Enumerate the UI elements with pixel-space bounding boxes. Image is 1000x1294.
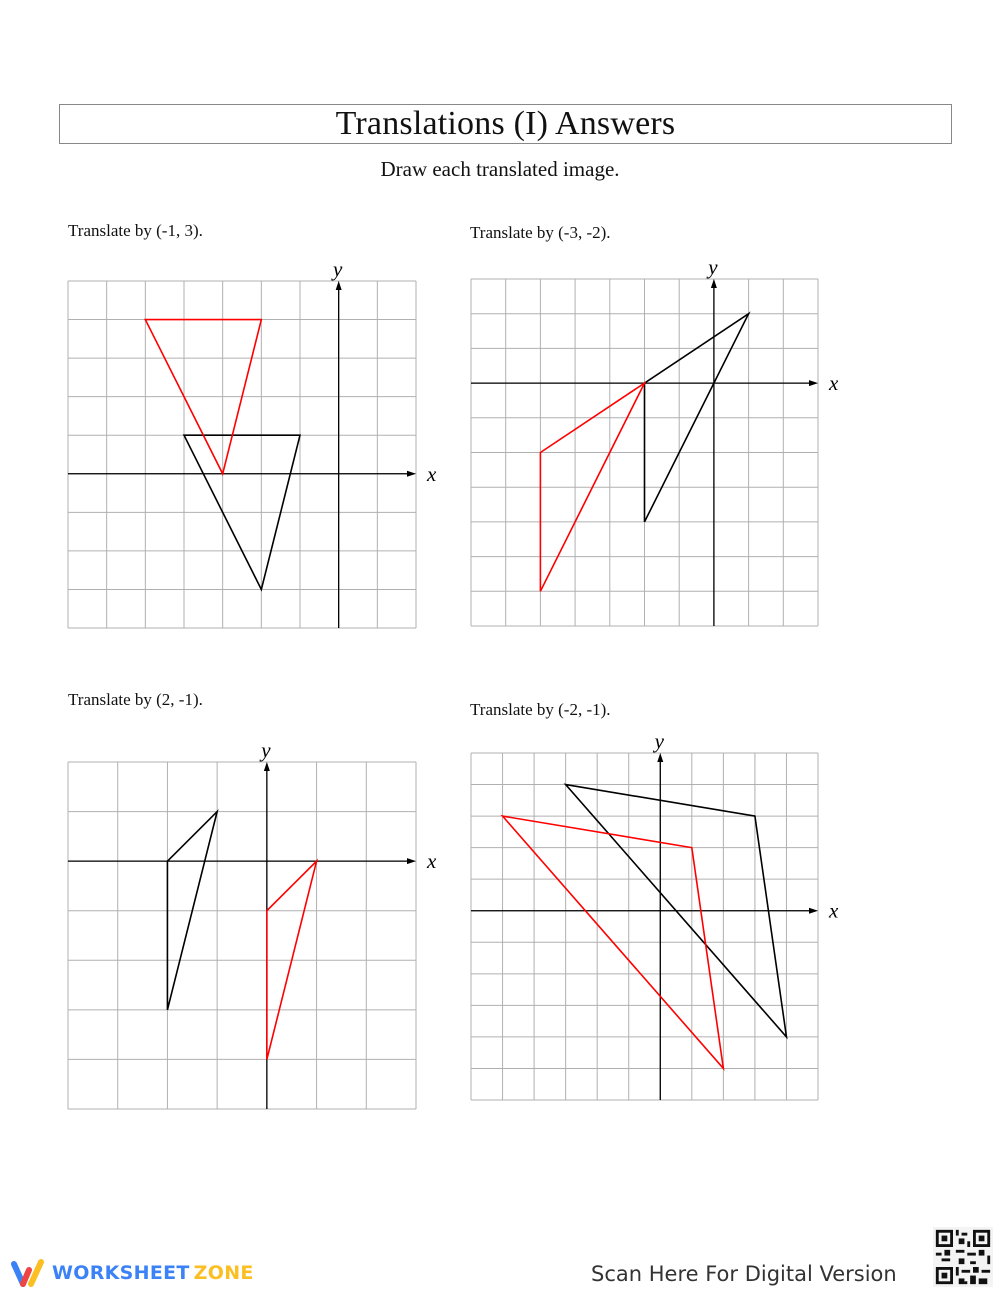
x-axis-label: x [829,371,839,396]
x-axis-arrow-icon [407,471,416,477]
brand-word-1: WORKSHEET [52,1262,190,1284]
y-axis-label: y [261,738,271,762]
x-axis-label: x [829,898,839,923]
x-axis-arrow-icon [809,908,818,914]
graph-3 [68,738,437,1109]
x-axis-label: x [427,461,437,486]
problem-2-prompt: Translate by (-3, -2). [470,223,611,242]
graph-1 [68,257,437,628]
x-axis-arrow-icon [407,858,416,864]
y-axis-arrow-icon [711,279,717,288]
axes [68,738,437,1109]
brand-name [52,1262,254,1284]
x-axis-label: x [427,849,437,874]
grid-lines [68,281,416,628]
scan-caption: Scan Here For Digital Version [591,1262,897,1286]
problem-1-prompt: Translate by (-1, 3). [68,221,203,240]
y-axis-arrow-icon [336,281,342,290]
y-axis-arrow-icon [264,762,270,771]
grid-lines [471,753,818,1100]
grid-lines [68,762,416,1109]
qr-code-icon[interactable] [933,1227,993,1287]
brand-logo [10,1258,254,1288]
worksheet-zone-logo-icon [10,1258,46,1288]
y-axis-arrow-icon [657,753,663,762]
instructions: Draw each translated image. [380,157,620,181]
y-axis-label: y [654,729,664,753]
problem-3-prompt: Translate by (2, -1). [68,690,203,709]
y-axis-label: y [708,255,718,279]
brand-word-2: ZONE [193,1262,254,1284]
x-axis-arrow-icon [809,380,818,386]
problem-4-prompt: Translate by (-2, -1). [470,700,611,719]
y-axis-label: y [333,257,343,281]
graph-4 [471,729,839,1100]
graph-2 [471,255,839,626]
page-title: Translations (I) Answers [335,105,676,142]
